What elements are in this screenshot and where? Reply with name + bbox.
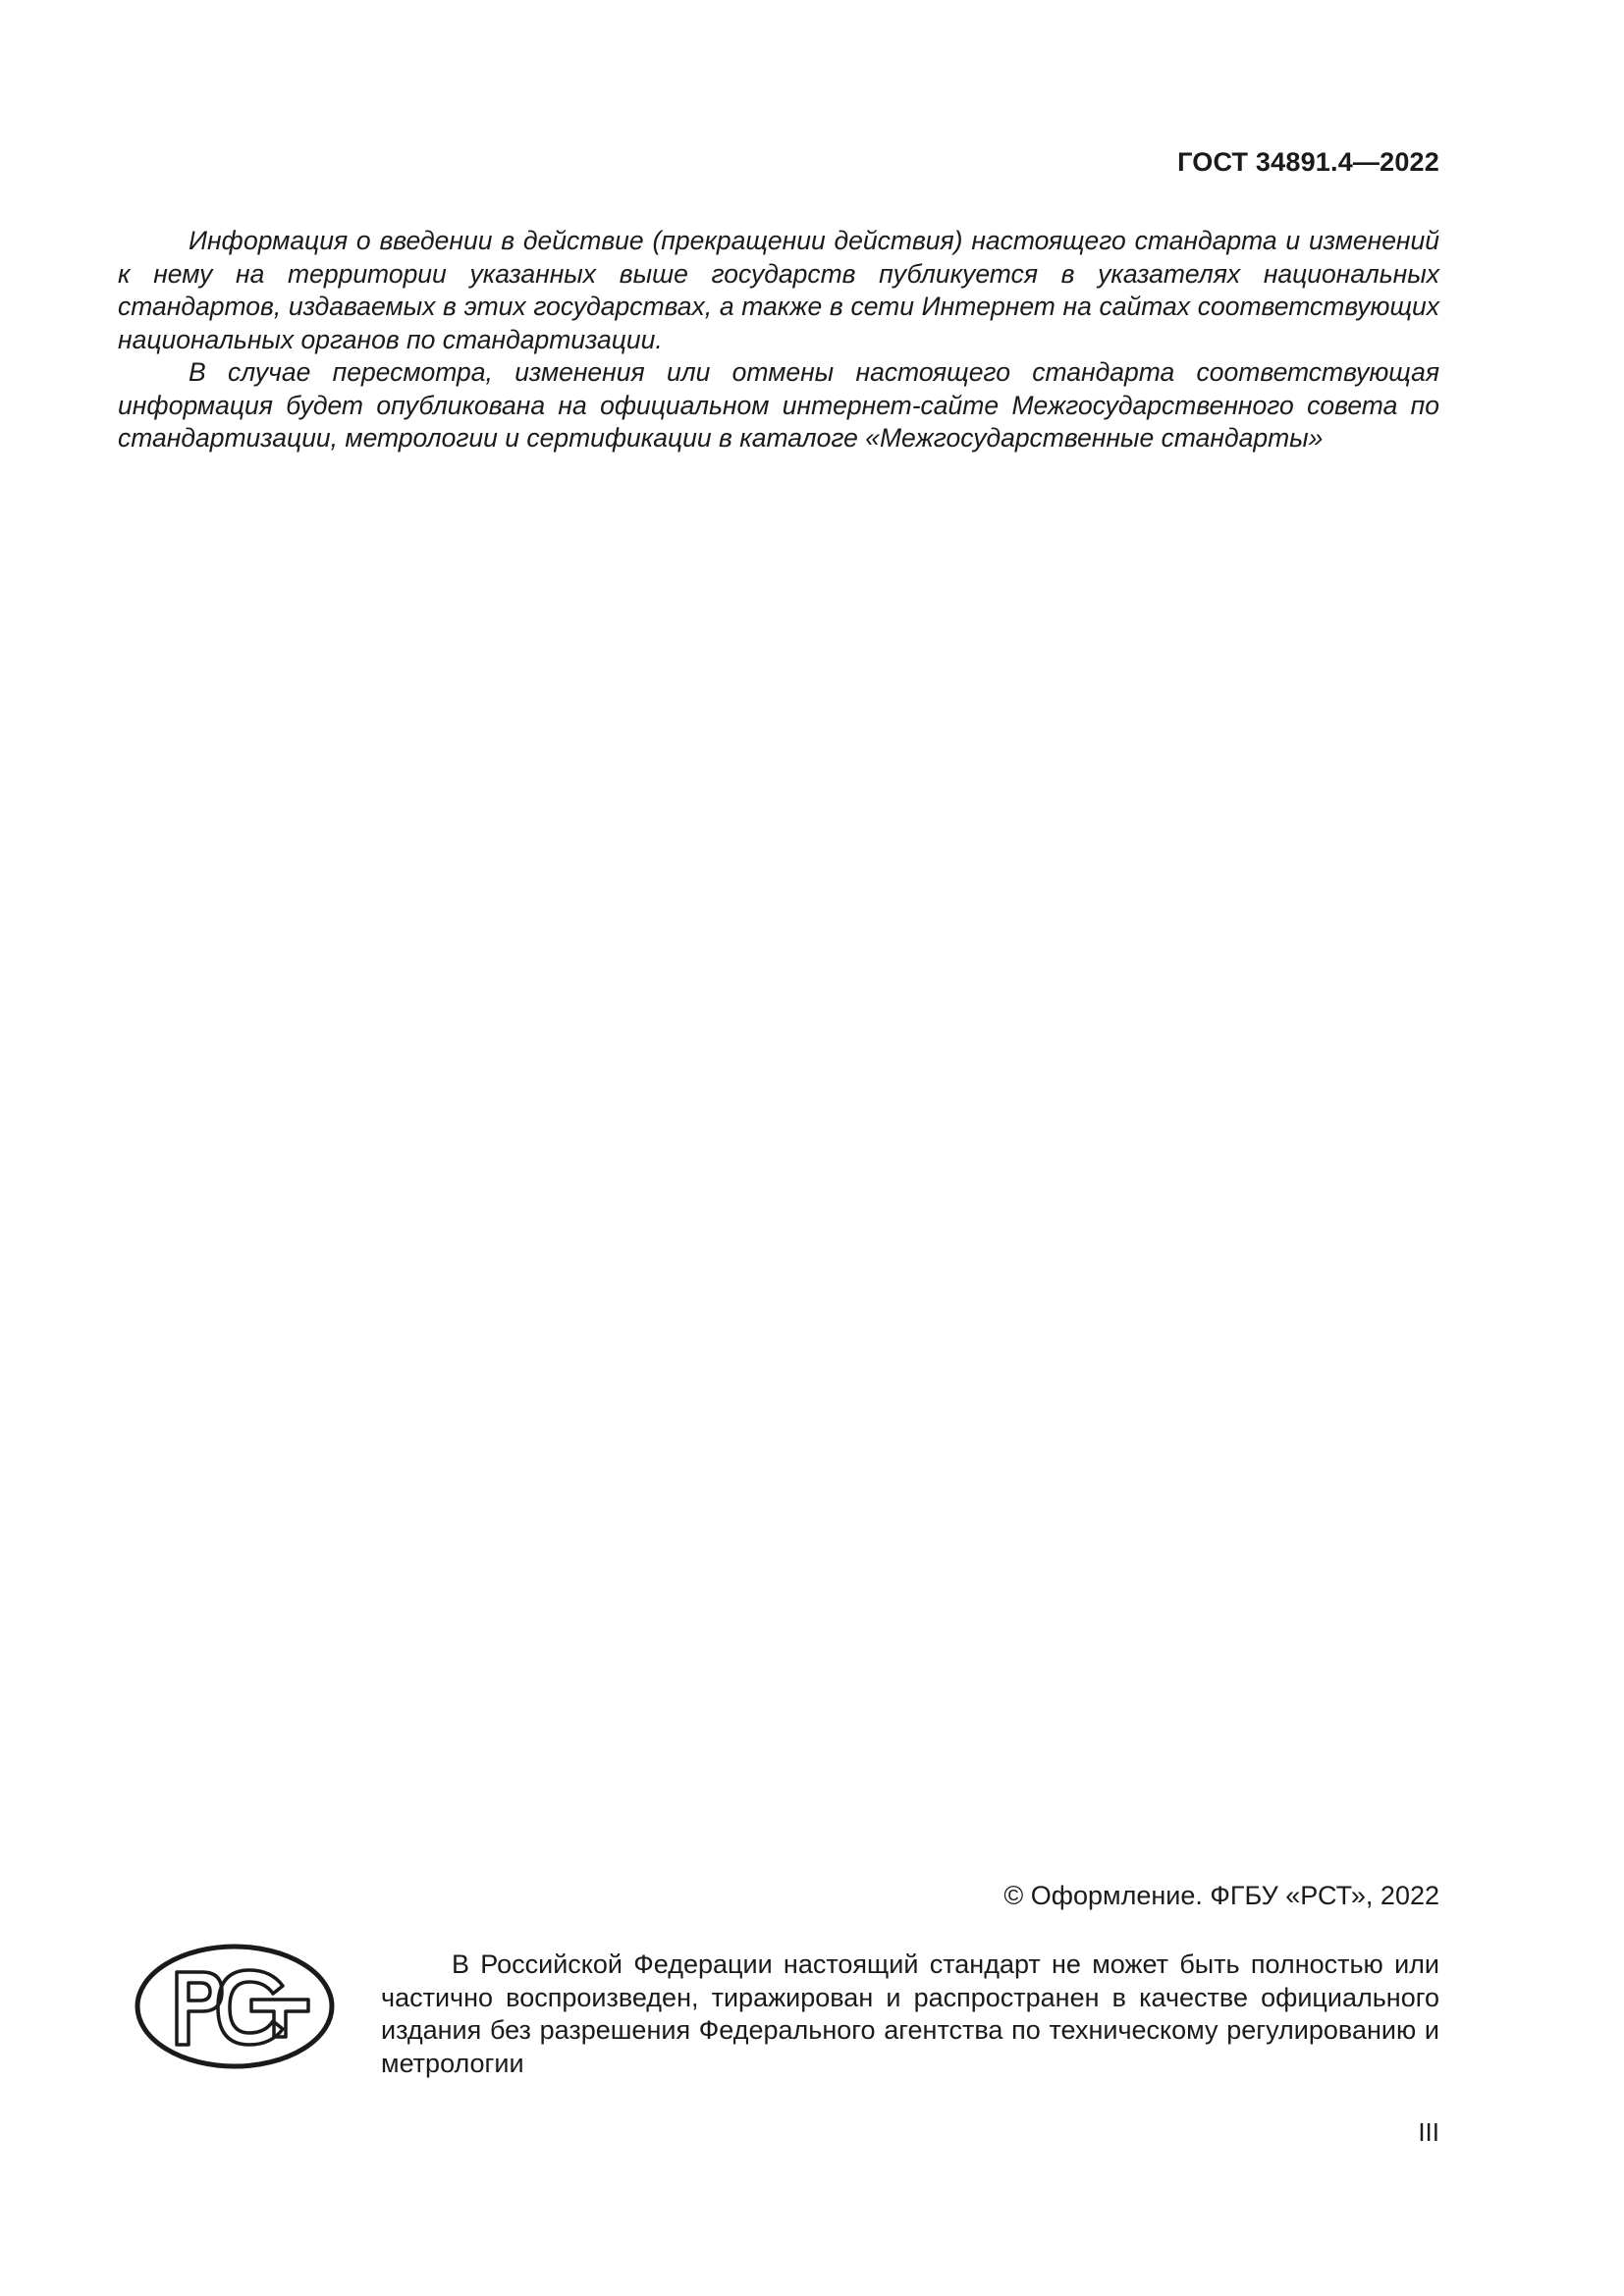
reproduction-notice	[381, 1949, 1439, 2080]
reproduction-notice-text: В Российской Федерации настоящий стандарт не может быть полностью или частично воспроизведен, тиражирован и распространен в качестве официального издания без разрешения Федерального агентства по техническому регулированию и метрологии	[381, 1949, 1439, 2078]
copyright-line: © Оформление. ФГБУ «РСТ», 2022	[1003, 1881, 1439, 1910]
body-text	[118, 225, 1439, 455]
body-paragraph-2: В случае пересмотра, изменения или отмены настоящего стандарта соответствующая информация будет опубликована на официальном интернет-сайте Межгосударственного совета по стандартизации, метрологии и сертификации в каталоге «Межгосударственные стандарты»	[118, 357, 1439, 453]
rst-logo-icon	[134, 1943, 336, 2070]
body-paragraph-1: Информация о введении в действие (прекращении действия) настоящего стандарта и изменений к нему на территории указанных выше государств публикуется в указателях национальных стандартов, издаваемых в этих государствах, а также в сети Интернет на сайтах соответствующих национальных органов по стандартизации.	[118, 226, 1439, 354]
document-id-header: ГОСТ 34891.4—2022	[1177, 147, 1439, 177]
page-number: III	[1418, 2117, 1439, 2147]
